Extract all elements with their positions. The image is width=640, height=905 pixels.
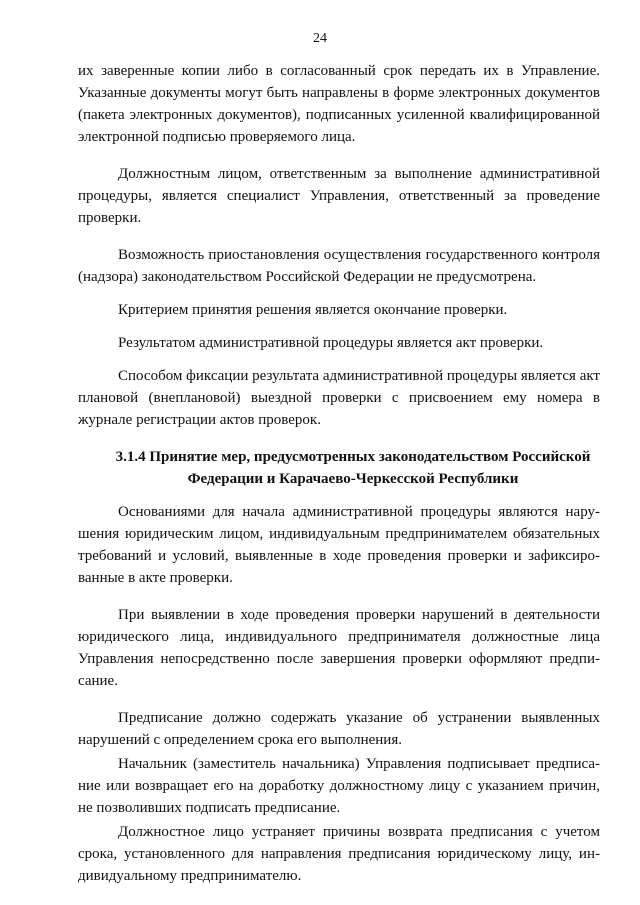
paragraph-result: Результатом административной процедуры является акт проверки.: [118, 335, 544, 351]
paragraph-continued: их заверенные копии либо в согласованный срок передать их в Управление. Указанные документы могут быть направлены в форме электронных документов (пакета электронных документов), подписанных усиленной квалифицированной электронной подписью проверяемого лица.: [78, 63, 600, 145]
paragraph-violations-found: При выявлении в ходе проведения проверки нарушений в деятельности юридического лица, индивидуального предпринимателя должностные лица Управления непосредственно после завершения проверки оформляют предписание.: [78, 607, 600, 689]
paragraph-head-signs: Начальник (заместитель начальника) Управления подписывает предписание или возвращает его на доработку должностному лицу с указанием причин, не позволивших подписать предписание.: [78, 756, 600, 816]
paragraph-official-fixes: Должностное лицо устраняет причины возврата предписания с учетом срока, установленного для направления предписания юридическому лицу, индивидуальному предпринимателю.: [78, 824, 600, 884]
paragraph-grounds: Основаниями для начала административной процедуры являются нарушения юридическим лицом, индивидуальным предпринимателем обязательных требований и условий, выявленные в ходе проведения проверки и зафиксированные в акте проверки.: [78, 504, 600, 586]
page-number: 24: [313, 31, 327, 46]
paragraph-order-content: Предписание должно содержать указание об устранении выявленных нарушений с определением срока его выполнения.: [78, 710, 600, 748]
paragraph-suspension: Возможность приостановления осуществления государственного контроля (надзора) законодательством Российской Федерации не предусмотрена.: [78, 247, 600, 285]
paragraph-recording-method: Способом фиксации результата административной процедуры является акт плановой (внеплановой) выездной проверки с присвоением ему номера в журнале регистрации актов проверок.: [78, 368, 600, 428]
paragraph-decision-criterion: Критерием принятия решения является окончание проверки.: [118, 302, 508, 318]
paragraph-responsible-official: Должностным лицом, ответственным за выполнение административной процедуры, является специалист Управления, ответственный за проведение проверки.: [78, 166, 600, 226]
section-heading: 3.1.4 Принятие мер, предусмотренных законодательством Российской Федерации и Карачаево-Черкесской Республики: [115, 449, 591, 487]
document-body: [78, 60, 600, 887]
